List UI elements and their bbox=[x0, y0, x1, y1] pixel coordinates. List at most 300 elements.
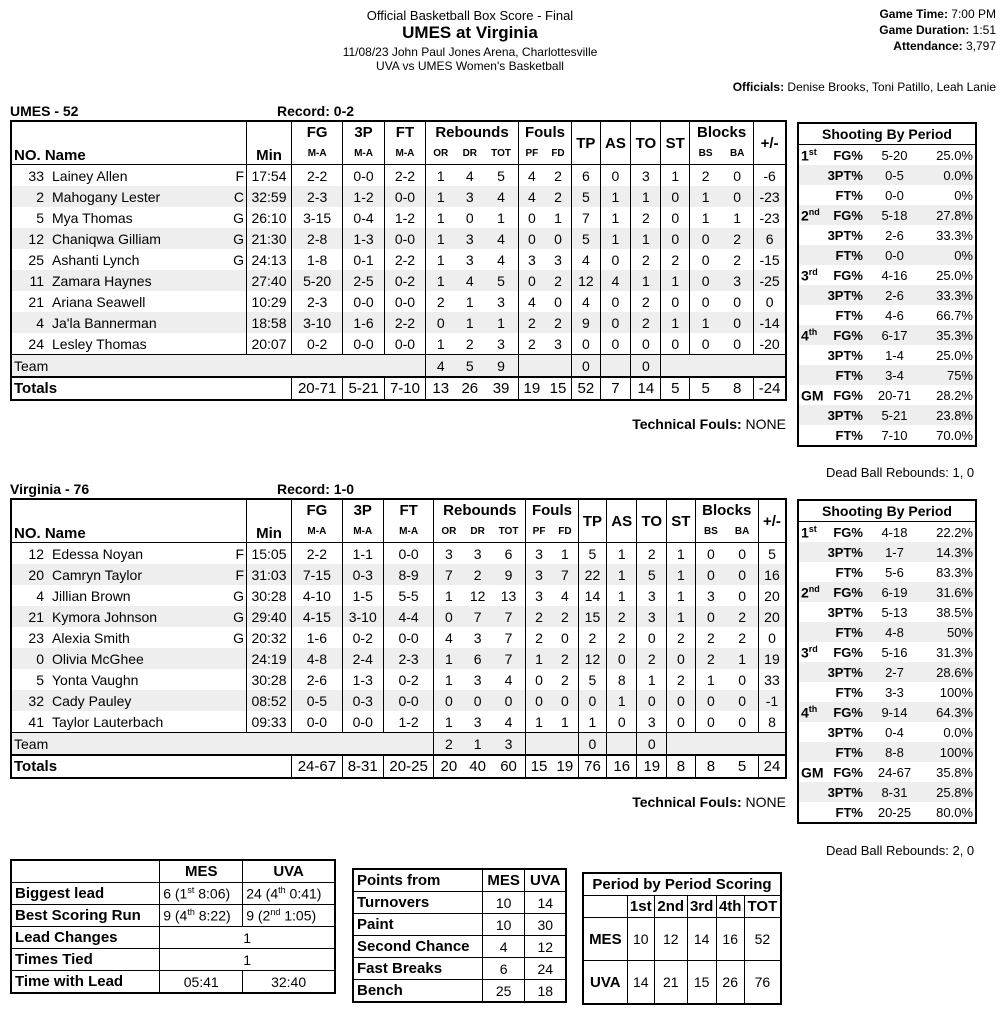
stat-cell: 5 bbox=[497, 167, 505, 184]
points-from-mes: 10 bbox=[482, 892, 525, 914]
stat-cell: 20:07 bbox=[247, 333, 292, 355]
shooting-title: Shooting By Period bbox=[822, 503, 952, 519]
stat-cell: 4 bbox=[465, 167, 474, 184]
player-position: G bbox=[233, 209, 244, 226]
player-position bbox=[232, 672, 244, 688]
period-number: 2 bbox=[801, 584, 809, 601]
stat-cell: 2-2 bbox=[292, 165, 343, 187]
stat-cell: 2 bbox=[426, 291, 456, 312]
stat-cell: 3 bbox=[434, 543, 463, 565]
points-from-table bbox=[352, 868, 567, 1003]
shooting-made-attempts: 4-6 bbox=[885, 307, 904, 323]
player-name: Mya Thomas bbox=[52, 209, 133, 226]
player-cell-wrap bbox=[14, 294, 244, 310]
totals-cell: 13 bbox=[426, 377, 456, 400]
shooting-by-period-table bbox=[797, 122, 977, 447]
period-label bbox=[798, 285, 826, 305]
header-blocks: Blocks bbox=[695, 499, 758, 521]
subheader-ba: BA bbox=[734, 526, 750, 537]
player-no-name-cell bbox=[11, 690, 247, 711]
stat-cell: 1 bbox=[661, 270, 690, 291]
shooting-row bbox=[798, 782, 976, 802]
shooting-stat-label: FT% bbox=[835, 564, 863, 580]
stat-cell: 21:30 bbox=[247, 228, 292, 249]
shooting-stat-label: FG% bbox=[826, 702, 865, 722]
stat-cell: 1 bbox=[434, 585, 463, 606]
stat-cell: 1-3 bbox=[342, 669, 383, 690]
subheader-fd: FD bbox=[558, 526, 572, 537]
stat-cell: 1 bbox=[484, 312, 518, 333]
player-number: 11 bbox=[29, 272, 44, 289]
stat-cell: 14 bbox=[578, 585, 606, 606]
stat-cell: 0 bbox=[695, 711, 726, 733]
points-from-uva: 24 bbox=[525, 958, 566, 980]
stat-cell: 3-15 bbox=[292, 207, 343, 228]
stat-cell: 13 bbox=[500, 587, 517, 604]
times-tied-value: 1 bbox=[160, 949, 335, 971]
header-as: AS bbox=[600, 121, 631, 165]
totals-cell: 19 bbox=[637, 755, 667, 778]
stat-cell: 0-0 bbox=[383, 690, 434, 711]
player-cell-wrap bbox=[14, 693, 244, 709]
stat-cell: 5 bbox=[578, 543, 606, 565]
shooting-percent: 25.0% bbox=[936, 347, 973, 363]
stat-cell: 2 bbox=[526, 627, 552, 648]
stat-cell: 1-2 bbox=[343, 186, 384, 207]
officials-names: Denise Brooks, Toni Patillo, Leah Lanie bbox=[787, 80, 996, 94]
team-as bbox=[600, 355, 631, 378]
player-number: 21 bbox=[28, 608, 44, 625]
stat-cell: 4 bbox=[504, 671, 513, 688]
shooting-made-attempts: 0-5 bbox=[865, 165, 924, 185]
stat-cell: 2 bbox=[690, 165, 722, 187]
stat-cell: 7 bbox=[504, 629, 513, 646]
shooting-made-attempts: 3-3 bbox=[885, 684, 904, 700]
stat-cell: -25 bbox=[754, 270, 786, 291]
stat-cell: 4 bbox=[504, 713, 513, 730]
shooting-made-attempts: 0-4 bbox=[885, 724, 904, 740]
period-label bbox=[798, 522, 826, 543]
stat-cell: 7 bbox=[492, 648, 526, 669]
shooting-made-attempts: 8-31 bbox=[865, 782, 924, 802]
player-row bbox=[11, 690, 786, 711]
player-no-name-cell bbox=[11, 228, 247, 249]
player-cell-wrap bbox=[14, 336, 244, 352]
stat-cell: 2 bbox=[465, 335, 474, 352]
stat-cell: 2-2 bbox=[292, 543, 343, 565]
stat-cell: 2 bbox=[578, 627, 606, 648]
stat-cell: 0 bbox=[600, 165, 631, 187]
times-tied-label: Times Tied bbox=[11, 949, 160, 971]
player-no-name-cell bbox=[11, 585, 247, 606]
stat-cell: 0-0 bbox=[343, 291, 384, 312]
player-position bbox=[232, 714, 244, 730]
stat-cell: 4-8 bbox=[292, 648, 343, 669]
stat-cell: 2-2 bbox=[384, 249, 425, 270]
shooting-made-attempts: 4-8 bbox=[865, 622, 924, 642]
stat-cell: 2-6 bbox=[292, 669, 343, 690]
header-ft: FT bbox=[384, 121, 425, 143]
team-as bbox=[607, 733, 637, 756]
totals-cell: 19 bbox=[518, 377, 545, 400]
stat-cell: 1 bbox=[667, 564, 695, 585]
player-position: C bbox=[233, 188, 244, 205]
stat-cell: 2-4 bbox=[342, 648, 383, 669]
player-position: G bbox=[233, 608, 244, 625]
header-no-name: NO. Name bbox=[14, 147, 86, 164]
shooting-stat-label: FG% bbox=[833, 524, 863, 540]
stat-cell: 1-2 bbox=[383, 711, 434, 733]
stat-cell: 0 bbox=[667, 648, 695, 669]
stat-cell: 1 bbox=[631, 228, 661, 249]
player-no-name-cell bbox=[11, 165, 247, 187]
stat-cell: 0 bbox=[518, 207, 545, 228]
stat-cell: -6 bbox=[754, 165, 786, 187]
stat-cell: 3 bbox=[473, 671, 482, 688]
points-from-row bbox=[353, 980, 566, 1003]
player-cell-wrap bbox=[14, 630, 244, 646]
shooting-made-attempts: 4-18 bbox=[881, 524, 908, 540]
header-3p: 3P bbox=[342, 499, 383, 521]
stat-cell: 0-0 bbox=[384, 186, 425, 207]
biggest-lead-uva: 24 (4th 0:41) bbox=[243, 883, 335, 905]
subheader-pf: PF bbox=[518, 143, 545, 165]
stat-cell: 3 bbox=[473, 713, 482, 730]
stat-cell: 2 bbox=[667, 627, 695, 648]
shooting-percent: 28.2% bbox=[936, 387, 973, 403]
shooting-percent: 31.3% bbox=[936, 644, 973, 660]
stat-cell: 4 bbox=[518, 291, 545, 312]
header-tp: TP bbox=[572, 121, 601, 165]
stat-cell: 0 bbox=[607, 711, 637, 733]
period-scoring-value: 12 bbox=[654, 918, 687, 961]
stat-cell: 3 bbox=[631, 165, 661, 187]
player-row bbox=[11, 228, 786, 249]
subheader-bs: BS bbox=[695, 521, 726, 543]
player-number: 24 bbox=[28, 335, 44, 352]
stat-cell: 2-2 bbox=[384, 312, 425, 333]
stat-cell: 3-10 bbox=[342, 606, 383, 627]
period-suffix: nd bbox=[808, 583, 820, 594]
shooting-stat-label: 3PT% bbox=[826, 165, 865, 185]
stat-cell: 0 bbox=[463, 690, 492, 711]
stat-cell: 0-0 bbox=[384, 333, 425, 355]
shooting-made-attempts: 6-19 bbox=[865, 582, 924, 602]
points-from-label: Turnovers bbox=[353, 892, 482, 914]
totals-cell: 20-25 bbox=[383, 755, 434, 778]
header-min: Min bbox=[247, 121, 292, 165]
stat-cell: 3 bbox=[497, 335, 505, 352]
stat-cell: 1 bbox=[426, 270, 456, 291]
stat-cell: 09:33 bbox=[247, 711, 292, 733]
stat-cell: 2 bbox=[554, 167, 562, 184]
stat-cell: 19 bbox=[758, 648, 786, 669]
period-scoring-value: 14 bbox=[627, 961, 654, 1005]
shooting-title-row bbox=[798, 123, 976, 145]
player-cell-wrap bbox=[14, 189, 244, 205]
period-label bbox=[798, 762, 826, 782]
stat-cell: 1 bbox=[631, 186, 661, 207]
team-label: Team bbox=[11, 355, 426, 378]
shooting-by-period-table bbox=[797, 499, 977, 824]
points-from-header-mes: MES bbox=[482, 869, 525, 892]
totals-cell: 7-10 bbox=[384, 377, 425, 400]
stat-cell: 0 bbox=[754, 291, 786, 312]
shooting-stat-label: FG% bbox=[833, 267, 863, 283]
period-label bbox=[798, 205, 826, 225]
stat-cell: 4 bbox=[518, 186, 545, 207]
player-no-name-cell bbox=[11, 207, 247, 228]
best-run-uva: 9 (2nd 1:05) bbox=[243, 905, 335, 927]
shooting-stat-label: FG% bbox=[826, 582, 865, 602]
stat-cell: 3 bbox=[518, 249, 545, 270]
points-from-mes: 4 bbox=[482, 936, 525, 958]
shooting-made-attempts: 9-14 bbox=[865, 702, 924, 722]
stat-cell: 31:03 bbox=[247, 564, 292, 585]
technical-fouls-value: NONE bbox=[745, 794, 786, 810]
points-from-label: Paint bbox=[353, 914, 482, 936]
subheader-ma: M-A bbox=[384, 143, 425, 165]
shooting-made-attempts: 5-13 bbox=[881, 604, 908, 620]
player-row bbox=[11, 291, 786, 312]
stat-cell: 4-4 bbox=[383, 606, 434, 627]
stat-cell: 0 bbox=[733, 167, 742, 184]
player-no-name-cell bbox=[11, 669, 247, 690]
shooting-stat-label: FG% bbox=[826, 325, 865, 345]
period-label bbox=[798, 425, 826, 446]
period-scoring-value: 52 bbox=[744, 918, 781, 961]
shooting-made-attempts: 4-16 bbox=[881, 267, 908, 283]
stat-cell: 0 bbox=[726, 564, 758, 585]
stat-cell: 1-6 bbox=[343, 312, 384, 333]
shooting-made-attempts: 3-4 bbox=[865, 365, 924, 385]
period-label bbox=[798, 622, 826, 642]
subheader-ma: M-A bbox=[383, 521, 434, 543]
player-cell-wrap bbox=[14, 609, 244, 625]
totals-cell: 5 bbox=[661, 377, 690, 400]
stat-cell: 3 bbox=[637, 606, 667, 627]
stat-cell: 1 bbox=[526, 711, 552, 733]
stat-cell: 0 bbox=[554, 293, 562, 310]
header-blocks: Blocks bbox=[690, 121, 754, 143]
points-from-label: Second Chance bbox=[353, 936, 482, 958]
shooting-stat-label: 3PT% bbox=[827, 604, 863, 620]
game-time: 7:00 PM bbox=[951, 7, 996, 21]
shooting-made-attempts: 7-10 bbox=[881, 427, 908, 443]
stat-cell: 1 bbox=[434, 669, 463, 690]
stat-cell: 2 bbox=[518, 312, 545, 333]
totals-cell: 39 bbox=[492, 380, 510, 397]
stat-cell: 1-1 bbox=[342, 543, 383, 565]
shooting-stat-label: FT% bbox=[835, 307, 863, 323]
player-cell-wrap bbox=[14, 714, 244, 730]
stat-cell: 0 bbox=[552, 690, 578, 711]
totals-cell: 5-21 bbox=[343, 377, 384, 400]
stat-cell: 0 bbox=[690, 228, 722, 249]
stat-cell: 7 bbox=[463, 606, 492, 627]
stat-cell: 0-0 bbox=[384, 291, 425, 312]
time-with-lead-label: Time with Lead bbox=[11, 971, 160, 994]
stat-cell: 1 bbox=[607, 585, 637, 606]
stat-cell: 0 bbox=[545, 228, 572, 249]
subheader-bs: BS bbox=[690, 143, 722, 165]
player-no-name-cell bbox=[11, 312, 247, 333]
shooting-stat-label: 3PT% bbox=[826, 662, 865, 682]
subheader-tot: TOT bbox=[498, 526, 519, 537]
stat-cell: -14 bbox=[754, 312, 786, 333]
totals-row bbox=[11, 377, 786, 400]
stat-cell: 0 bbox=[631, 333, 661, 355]
stat-cell: 3 bbox=[526, 543, 552, 565]
totals-cell: 8 bbox=[733, 380, 742, 397]
stat-cell: 1 bbox=[600, 207, 631, 228]
player-position: G bbox=[233, 230, 244, 247]
points-from-uva: 14 bbox=[525, 892, 566, 914]
shooting-made-attempts: 1-4 bbox=[885, 347, 904, 363]
player-number: 5 bbox=[36, 671, 44, 688]
player-name: Alexia Smith bbox=[52, 629, 130, 646]
stat-cell: 4-15 bbox=[292, 606, 343, 627]
subheader-ma: M-A bbox=[343, 143, 384, 165]
player-number: 12 bbox=[28, 230, 44, 247]
shooting-percent: 23.8% bbox=[924, 405, 976, 425]
period-scoring-value: 21 bbox=[654, 961, 687, 1005]
player-name: Chaniqwa Gilliam bbox=[52, 230, 161, 247]
header-tp: TP bbox=[578, 499, 606, 543]
shooting-row bbox=[798, 425, 976, 446]
player-number: 4 bbox=[36, 314, 44, 331]
shooting-stat-label: 3PT% bbox=[827, 227, 863, 243]
matchup-line: UVA vs UMES Women's Basketball bbox=[376, 59, 564, 73]
player-no-name-cell bbox=[11, 627, 247, 648]
subheader-dr: DR bbox=[462, 148, 478, 159]
player-name: Mahogany Lester bbox=[52, 188, 161, 205]
team-name: Virginia - 76 bbox=[10, 481, 90, 497]
subheader-or: OR bbox=[434, 521, 463, 543]
stat-cell: 0 bbox=[667, 690, 695, 711]
stat-cell: 0 bbox=[637, 627, 667, 648]
team-label: Team bbox=[11, 733, 434, 756]
stat-cell: 3 bbox=[695, 585, 726, 606]
points-from-row bbox=[353, 936, 566, 958]
stat-cell: 1-2 bbox=[384, 207, 425, 228]
stat-cell: -23 bbox=[754, 186, 786, 207]
shooting-percent: 31.6% bbox=[924, 582, 976, 602]
totals-cell: 20 bbox=[434, 755, 463, 778]
game-info bbox=[879, 6, 996, 54]
stat-cell: 4 bbox=[572, 249, 601, 270]
game-time-label: Game Time: bbox=[879, 7, 948, 21]
stat-cell: 1 bbox=[690, 186, 722, 207]
shooting-stat-label: FT% bbox=[826, 742, 865, 762]
shooting-row bbox=[798, 602, 976, 622]
time-with-lead-mes: 05:41 bbox=[160, 971, 243, 994]
shooting-row bbox=[798, 582, 976, 602]
stat-cell: 0 bbox=[690, 291, 722, 312]
points-from-mes: 25 bbox=[482, 980, 525, 1003]
shooting-stat-label: FG% bbox=[833, 387, 863, 403]
stat-cell: 4 bbox=[572, 291, 601, 312]
player-position: G bbox=[233, 251, 244, 268]
shooting-percent: 75% bbox=[924, 365, 976, 385]
shooting-row bbox=[798, 742, 976, 762]
shooting-percent: 33.3% bbox=[924, 285, 976, 305]
stat-cell: 1 bbox=[637, 669, 667, 690]
period-number: 4 bbox=[801, 704, 809, 721]
stat-cell: 1 bbox=[426, 228, 456, 249]
stat-cell: 0 bbox=[526, 669, 552, 690]
period-label bbox=[798, 325, 826, 345]
stat-cell: 0 bbox=[690, 333, 722, 355]
stat-cell: 0-3 bbox=[342, 564, 383, 585]
stat-cell: 2 bbox=[552, 606, 578, 627]
stat-cell: 4 bbox=[484, 228, 518, 249]
totals-cell: 16 bbox=[607, 755, 637, 778]
stat-cell: 6 bbox=[504, 545, 513, 562]
stat-cell: 7 bbox=[572, 207, 601, 228]
totals-cell: 40 bbox=[469, 758, 486, 775]
player-no-name-cell bbox=[11, 648, 247, 669]
stat-cell: 3 bbox=[473, 545, 482, 562]
shooting-row bbox=[798, 622, 976, 642]
stat-cell: 1 bbox=[497, 209, 505, 226]
shooting-title-row bbox=[798, 500, 976, 522]
points-from-row bbox=[353, 892, 566, 914]
stat-cell: 2 bbox=[637, 543, 667, 565]
shooting-title: Shooting By Period bbox=[822, 126, 952, 142]
period-suffix: rd bbox=[808, 266, 818, 277]
shooting-percent: 100% bbox=[939, 684, 973, 700]
stat-cell: 2 bbox=[721, 228, 754, 249]
totals-cell: -24 bbox=[754, 377, 786, 400]
shooting-stat-label: 3PT% bbox=[827, 724, 863, 740]
stat-cell: 0-0 bbox=[343, 165, 384, 187]
stat-cell: 15 bbox=[578, 606, 606, 627]
player-position: G bbox=[233, 629, 244, 646]
stat-cell: 2 bbox=[631, 291, 661, 312]
stat-cell: 0 bbox=[526, 690, 552, 711]
stat-cell: 4 bbox=[455, 270, 484, 291]
period-suffix: st bbox=[808, 523, 817, 534]
player-name: Olivia McGhee bbox=[52, 650, 144, 667]
stat-cell: 0 bbox=[690, 249, 722, 270]
header-min: Min bbox=[247, 499, 292, 543]
team-row bbox=[11, 733, 786, 756]
stat-cell: 0 bbox=[600, 312, 631, 333]
player-row bbox=[11, 270, 786, 291]
points-from-uva: 12 bbox=[525, 936, 566, 958]
stat-cell: 0-0 bbox=[292, 711, 343, 733]
shooting-stat-label: FT% bbox=[835, 684, 863, 700]
shooting-made-attempts: 20-71 bbox=[877, 387, 912, 403]
shooting-row bbox=[798, 682, 976, 702]
stat-cell: 1 bbox=[631, 270, 661, 291]
totals-cell: 76 bbox=[578, 755, 606, 778]
points-from-row bbox=[353, 914, 566, 936]
shooting-made-attempts: 20-25 bbox=[877, 804, 912, 820]
shooting-row bbox=[798, 562, 976, 582]
stat-cell: 0 bbox=[637, 690, 667, 711]
team-dr: 1 bbox=[463, 733, 492, 756]
player-row bbox=[11, 333, 786, 355]
stat-cell: 0-4 bbox=[343, 207, 384, 228]
shooting-row bbox=[798, 185, 976, 205]
player-cell-wrap bbox=[14, 252, 244, 268]
player-cell-wrap bbox=[14, 210, 244, 226]
period-label bbox=[798, 345, 826, 365]
subheader-ma: M-A bbox=[292, 143, 343, 165]
stat-cell: 4 bbox=[561, 587, 569, 604]
